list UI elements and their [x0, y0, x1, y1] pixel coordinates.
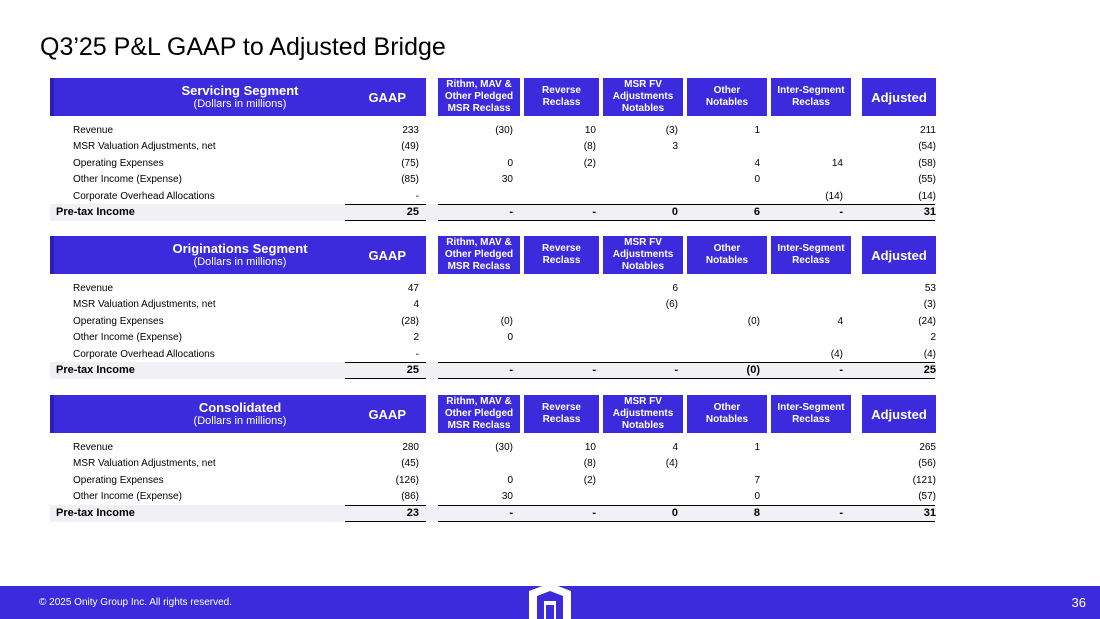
column-header-line: Reverse	[542, 402, 581, 413]
column-header-msrfv	[603, 78, 683, 116]
row-label: Operating Expenses	[73, 157, 164, 169]
gaap-value: -	[415, 190, 419, 202]
total-double-rule	[438, 220, 935, 221]
gaap-value: 280	[402, 442, 419, 453]
other-value: (0)	[746, 363, 760, 376]
pretax-income-row	[50, 204, 936, 221]
gaap-value: 23	[406, 506, 419, 519]
row-label: Operating Expenses	[73, 315, 164, 327]
segment-units: (Dollars in millions)	[193, 415, 287, 427]
msrfv-value: 6	[672, 283, 678, 294]
rithm-value: 0	[507, 332, 513, 344]
gaap-value: (75)	[401, 157, 419, 169]
table-rows	[50, 122, 936, 221]
row-label: MSR Valuation Adjustments, net	[73, 141, 216, 153]
other-value: 1	[754, 125, 760, 136]
other-value: 7	[754, 474, 760, 486]
row-label: Revenue	[73, 125, 114, 136]
interseg-value: (14)	[825, 190, 843, 202]
table-row	[50, 188, 936, 204]
segment-name: Consolidated	[198, 400, 282, 415]
column-header-line: Rithm, MAV &	[446, 79, 512, 90]
total-rule	[438, 204, 935, 205]
interseg-value: (4)	[830, 348, 843, 360]
column-header-other	[687, 78, 767, 116]
column-header-line: Adjustments	[612, 408, 674, 419]
column-header-line: Reclass	[542, 97, 581, 108]
other-value: 8	[753, 506, 760, 519]
pretax-income-row	[50, 505, 936, 522]
column-header-rithm	[438, 78, 520, 116]
total-rule	[438, 505, 935, 506]
adjusted-value: (14)	[918, 190, 936, 202]
gaap-header: GAAP	[368, 247, 406, 263]
row-label: MSR Valuation Adjustments, net	[73, 458, 216, 470]
other-value: 1	[754, 442, 760, 453]
reverse-value: -	[592, 363, 596, 376]
column-header-line: Inter-Segment	[777, 85, 845, 96]
reverse-value: 10	[584, 125, 596, 136]
reverse-value: (2)	[583, 157, 596, 169]
gaap-value: 25	[406, 363, 419, 376]
column-header-text	[706, 402, 748, 426]
adjusted-value: 211	[920, 125, 936, 136]
table-row	[50, 296, 936, 312]
total-double-rule	[438, 521, 935, 522]
gaap-value: 25	[406, 205, 419, 218]
segment-units: (Dollars in millions)	[193, 256, 287, 268]
total-rule	[345, 505, 426, 506]
rithm-value: -	[509, 363, 513, 376]
column-header-line: Rithm, MAV &	[446, 396, 512, 407]
gaap-value: (45)	[401, 458, 419, 470]
column-header-line: MSR FV	[624, 396, 662, 407]
column-header-interseg	[771, 78, 851, 116]
column-header-rithm	[438, 395, 520, 433]
column-header-text	[777, 402, 844, 426]
table-row	[50, 488, 936, 504]
column-header-text	[542, 85, 581, 109]
rithm-value: 0	[507, 474, 513, 486]
segment-header	[50, 78, 426, 116]
msrfv-value: 4	[672, 442, 678, 453]
rithm-value: -	[509, 506, 513, 519]
total-double-rule	[438, 378, 935, 379]
table-row	[50, 313, 936, 329]
interseg-value: 4	[837, 315, 843, 327]
column-header-text	[445, 237, 513, 273]
column-header-line: Notables	[621, 103, 665, 114]
column-header-line: Notables	[621, 420, 665, 431]
row-label: Revenue	[73, 283, 114, 294]
column-header-line: Adjustments	[612, 91, 674, 102]
table-row	[50, 455, 936, 471]
table-row	[50, 329, 936, 345]
page-number: 36	[1071, 595, 1086, 610]
adjusted-value: (3)	[923, 299, 936, 311]
gaap-value: 4	[413, 299, 419, 311]
row-label: Corporate Overhead Allocations	[73, 348, 215, 360]
adjusted-value: (4)	[923, 348, 936, 360]
rithm-value: 0	[507, 157, 513, 169]
column-header-line: Adjustments	[612, 249, 674, 260]
column-header-line: Notables	[621, 261, 665, 272]
row-label: Pre-tax Income	[56, 506, 135, 519]
adjusted-value: 2	[930, 332, 936, 344]
column-header-line: Other	[713, 402, 741, 413]
column-header-line: Inter-Segment	[777, 243, 845, 254]
column-header-line: Rithm, MAV &	[446, 237, 512, 248]
adjusted-value: 31	[923, 506, 936, 519]
reverse-value: (2)	[583, 474, 596, 486]
gaap-header: GAAP	[368, 89, 406, 105]
column-header-adjusted: Adjusted	[862, 78, 936, 116]
column-header-text	[542, 402, 581, 426]
adjusted-value: 25	[923, 363, 936, 376]
column-header-rithm	[438, 236, 520, 274]
reverse-value: (8)	[583, 458, 596, 470]
column-header-msrfv	[603, 236, 683, 274]
msrfv-value: -	[674, 363, 678, 376]
gaap-header: GAAP	[368, 406, 406, 422]
column-header-line: Reclass	[792, 414, 830, 425]
gaap-value: (126)	[395, 474, 419, 486]
adjusted-value: (57)	[918, 491, 936, 503]
interseg-value: -	[839, 506, 843, 519]
gaap-value: 233	[402, 125, 419, 136]
section-2	[50, 395, 936, 545]
column-header-text	[777, 85, 844, 109]
column-header-reverse	[524, 395, 599, 433]
total-rule	[345, 204, 426, 205]
column-header-text	[542, 243, 581, 267]
column-header-line: Notables	[705, 97, 749, 108]
row-label: Other Income (Expense)	[73, 174, 182, 186]
other-value: (0)	[747, 315, 760, 327]
column-header-interseg	[771, 395, 851, 433]
table-rows	[50, 439, 936, 522]
table-rows	[50, 280, 936, 379]
table-row	[50, 439, 936, 455]
table-row	[50, 122, 936, 138]
interseg-value: -	[839, 205, 843, 218]
table-row	[50, 155, 936, 171]
total-rule	[345, 362, 426, 363]
rithm-value: (30)	[495, 442, 513, 453]
row-label: Corporate Overhead Allocations	[73, 190, 215, 202]
table-row	[50, 171, 936, 187]
adjusted-value: (56)	[918, 458, 936, 470]
table-row	[50, 346, 936, 362]
column-header-line: MSR Reclass	[447, 420, 511, 431]
other-value: 0	[754, 174, 760, 186]
adjusted-value: 53	[924, 283, 936, 294]
row-label: Other Income (Expense)	[73, 491, 182, 503]
rithm-value: -	[509, 205, 513, 218]
row-label: Other Income (Expense)	[73, 332, 182, 344]
reverse-value: (8)	[583, 141, 596, 153]
other-value: 0	[754, 491, 760, 503]
column-header-line: MSR Reclass	[447, 103, 511, 114]
adjusted-value: (55)	[918, 174, 936, 186]
column-header-line: Reverse	[542, 85, 581, 96]
onity-logo-icon	[529, 583, 571, 619]
reverse-value: -	[592, 205, 596, 218]
gaap-value: -	[415, 348, 419, 360]
column-header-text	[706, 243, 748, 267]
gaap-value: (85)	[401, 174, 419, 186]
row-label: Revenue	[73, 442, 114, 453]
column-header-line: Other Pledged	[444, 249, 514, 260]
msrfv-value: (6)	[665, 299, 678, 311]
adjusted-value: (54)	[918, 141, 936, 153]
gaap-value: 47	[407, 283, 419, 294]
column-header-line: Other Pledged	[444, 408, 514, 419]
total-double-rule	[345, 521, 426, 522]
segment-header	[50, 236, 426, 274]
row-label: Pre-tax Income	[56, 363, 135, 376]
reverse-value: 10	[584, 442, 596, 453]
column-header-line: MSR FV	[624, 237, 662, 248]
total-double-rule	[345, 378, 426, 379]
column-header-line: Notables	[705, 414, 749, 425]
other-value: 6	[753, 205, 760, 218]
msrfv-value: 0	[671, 506, 678, 519]
adjusted-value: 31	[923, 205, 936, 218]
section-0	[50, 78, 936, 228]
adjusted-value: 265	[919, 442, 936, 453]
column-header-reverse	[524, 236, 599, 274]
segment-units: (Dollars in millions)	[193, 98, 287, 110]
column-header-line: Other	[713, 243, 741, 254]
row-label: MSR Valuation Adjustments, net	[73, 299, 216, 311]
column-header-line: MSR FV	[624, 79, 662, 90]
segment-name: Originations Segment	[172, 241, 308, 256]
rithm-value: 30	[501, 174, 513, 186]
interseg-value: 14	[831, 157, 843, 169]
total-double-rule	[345, 220, 426, 221]
adjusted-value: (121)	[912, 474, 936, 486]
column-header-adjusted: Adjusted	[862, 236, 936, 274]
msrfv-value: (3)	[665, 125, 678, 136]
reverse-value: -	[592, 506, 596, 519]
column-header-adjusted: Adjusted	[862, 395, 936, 433]
column-header-line: Notables	[705, 255, 749, 266]
gaap-value: (49)	[401, 141, 419, 153]
pretax-income-row	[50, 362, 936, 379]
column-header-text	[777, 243, 844, 267]
table-row	[50, 138, 936, 154]
rithm-value: (0)	[500, 315, 513, 327]
column-header-line: MSR Reclass	[447, 261, 511, 272]
column-header-text	[445, 396, 513, 432]
table-row	[50, 280, 936, 296]
column-header-reverse	[524, 78, 599, 116]
column-header-text	[613, 237, 674, 273]
page-title: Q3’25 P&L GAAP to Adjusted Bridge	[40, 33, 446, 61]
column-header-line: Inter-Segment	[777, 402, 845, 413]
column-header-line: Reclass	[792, 97, 830, 108]
segment-header	[50, 395, 426, 433]
column-header-line: Reclass	[542, 414, 581, 425]
row-label: Operating Expenses	[73, 474, 164, 486]
section-1	[50, 236, 936, 386]
column-header-other	[687, 236, 767, 274]
other-value: 4	[754, 157, 760, 169]
row-label: Pre-tax Income	[56, 205, 135, 218]
column-header-interseg	[771, 236, 851, 274]
segment-name: Servicing Segment	[181, 83, 299, 98]
column-header-text	[445, 79, 513, 115]
column-header-line: Reclass	[792, 255, 830, 266]
gaap-value: (28)	[401, 315, 419, 327]
column-header-text	[613, 79, 674, 115]
column-header-line: Reclass	[542, 255, 581, 266]
column-header-line: Other Pledged	[444, 91, 514, 102]
interseg-value: -	[839, 363, 843, 376]
adjusted-value: (58)	[918, 157, 936, 169]
adjusted-value: (24)	[918, 315, 936, 327]
rithm-value: (30)	[495, 125, 513, 136]
column-header-other	[687, 395, 767, 433]
total-rule	[438, 362, 935, 363]
gaap-value: 2	[413, 332, 419, 344]
gaap-value: (86)	[401, 491, 419, 503]
copyright-text: © 2025 Onity Group Inc. All rights reserved.	[39, 597, 233, 608]
msrfv-value: 0	[671, 205, 678, 218]
column-header-line: Other	[713, 85, 741, 96]
column-header-line: Reverse	[542, 243, 581, 254]
column-header-text	[613, 396, 674, 432]
column-header-text	[706, 85, 748, 109]
msrfv-value: (4)	[665, 458, 678, 470]
msrfv-value: 3	[672, 141, 678, 153]
table-row	[50, 472, 936, 488]
rithm-value: 30	[501, 491, 513, 503]
column-header-msrfv	[603, 395, 683, 433]
